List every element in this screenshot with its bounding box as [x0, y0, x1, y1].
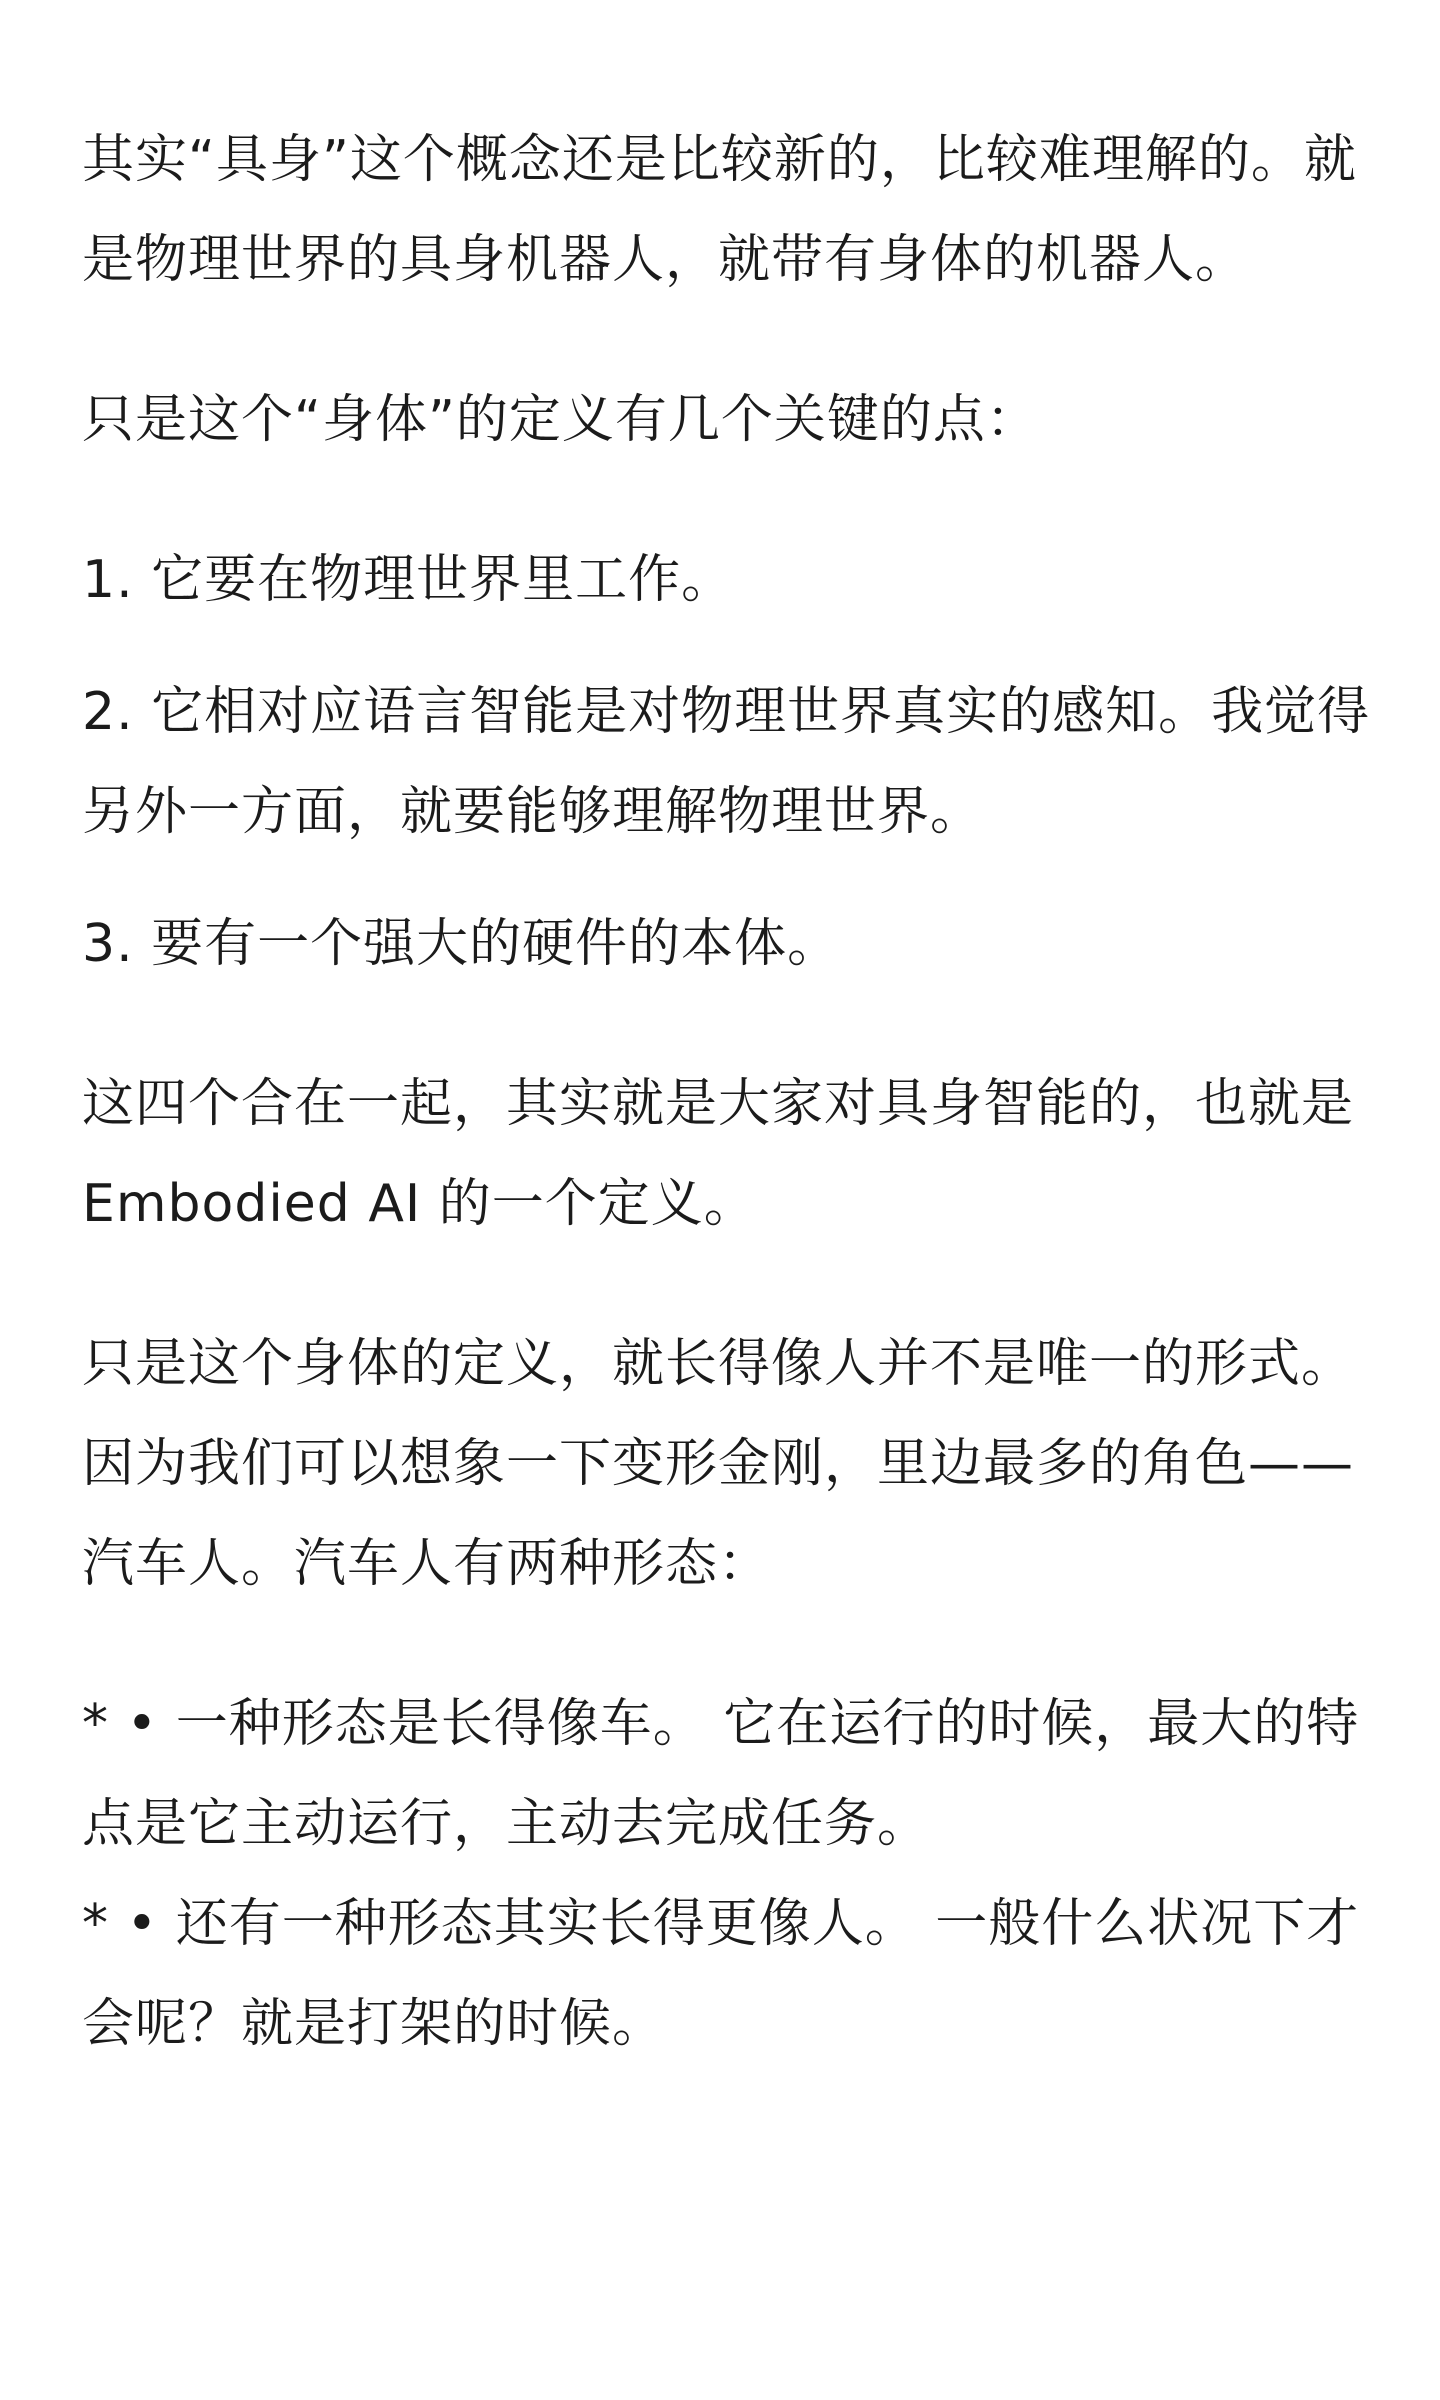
list-item-point-1: 1. 它要在物理世界里工作。 [82, 550, 735, 610]
paragraph-spacer [82, 1254, 1372, 1314]
bullet-item-human-form: * • 还有一种形态其实长得更像人。 一般什么状况下才会呢？就是打架的时候。 [82, 1894, 1360, 2054]
paragraph-spacer [82, 630, 1372, 662]
paragraph-spacer [82, 1614, 1372, 1674]
paragraph-spacer [82, 470, 1372, 530]
article-body [82, 110, 1372, 2074]
paragraph-embodied-ai: 这四个合在一起，其实就是大家对具身智能的，也就是 Embodied AI 的一个定义。 [82, 1074, 1355, 1234]
paragraph-body-definition: 只是这个“身体”的定义有几个关键的点： [82, 390, 1039, 450]
list-item-point-3: 3. 要有一个强大的硬件的本体。 [82, 914, 841, 974]
paragraph-spacer [82, 862, 1372, 894]
list-item-point-2: 2. 它相对应语言智能是对物理世界真实的感知。我觉得另外一方面，就要能够理解物理世界。 [82, 682, 1371, 842]
bullet-item-car-form: * • 一种形态是长得像车。 它在运行的时候，最大的特点是它主动运行，主动去完成任务。 [82, 1694, 1360, 1854]
paragraph-intro: 其实“具身”这个概念还是比较新的，比较难理解的。就是物理世界的具身机器人，就带有身体的机器人。 [82, 130, 1357, 290]
paragraph-transformers: 只是这个身体的定义，就长得像人并不是唯一的形式。因为我们可以想象一下变形金刚，里边最多的角色——汽车人。汽车人有两种形态： [82, 1334, 1355, 1594]
paragraph-spacer [82, 994, 1372, 1054]
paragraph-spacer [82, 310, 1372, 370]
